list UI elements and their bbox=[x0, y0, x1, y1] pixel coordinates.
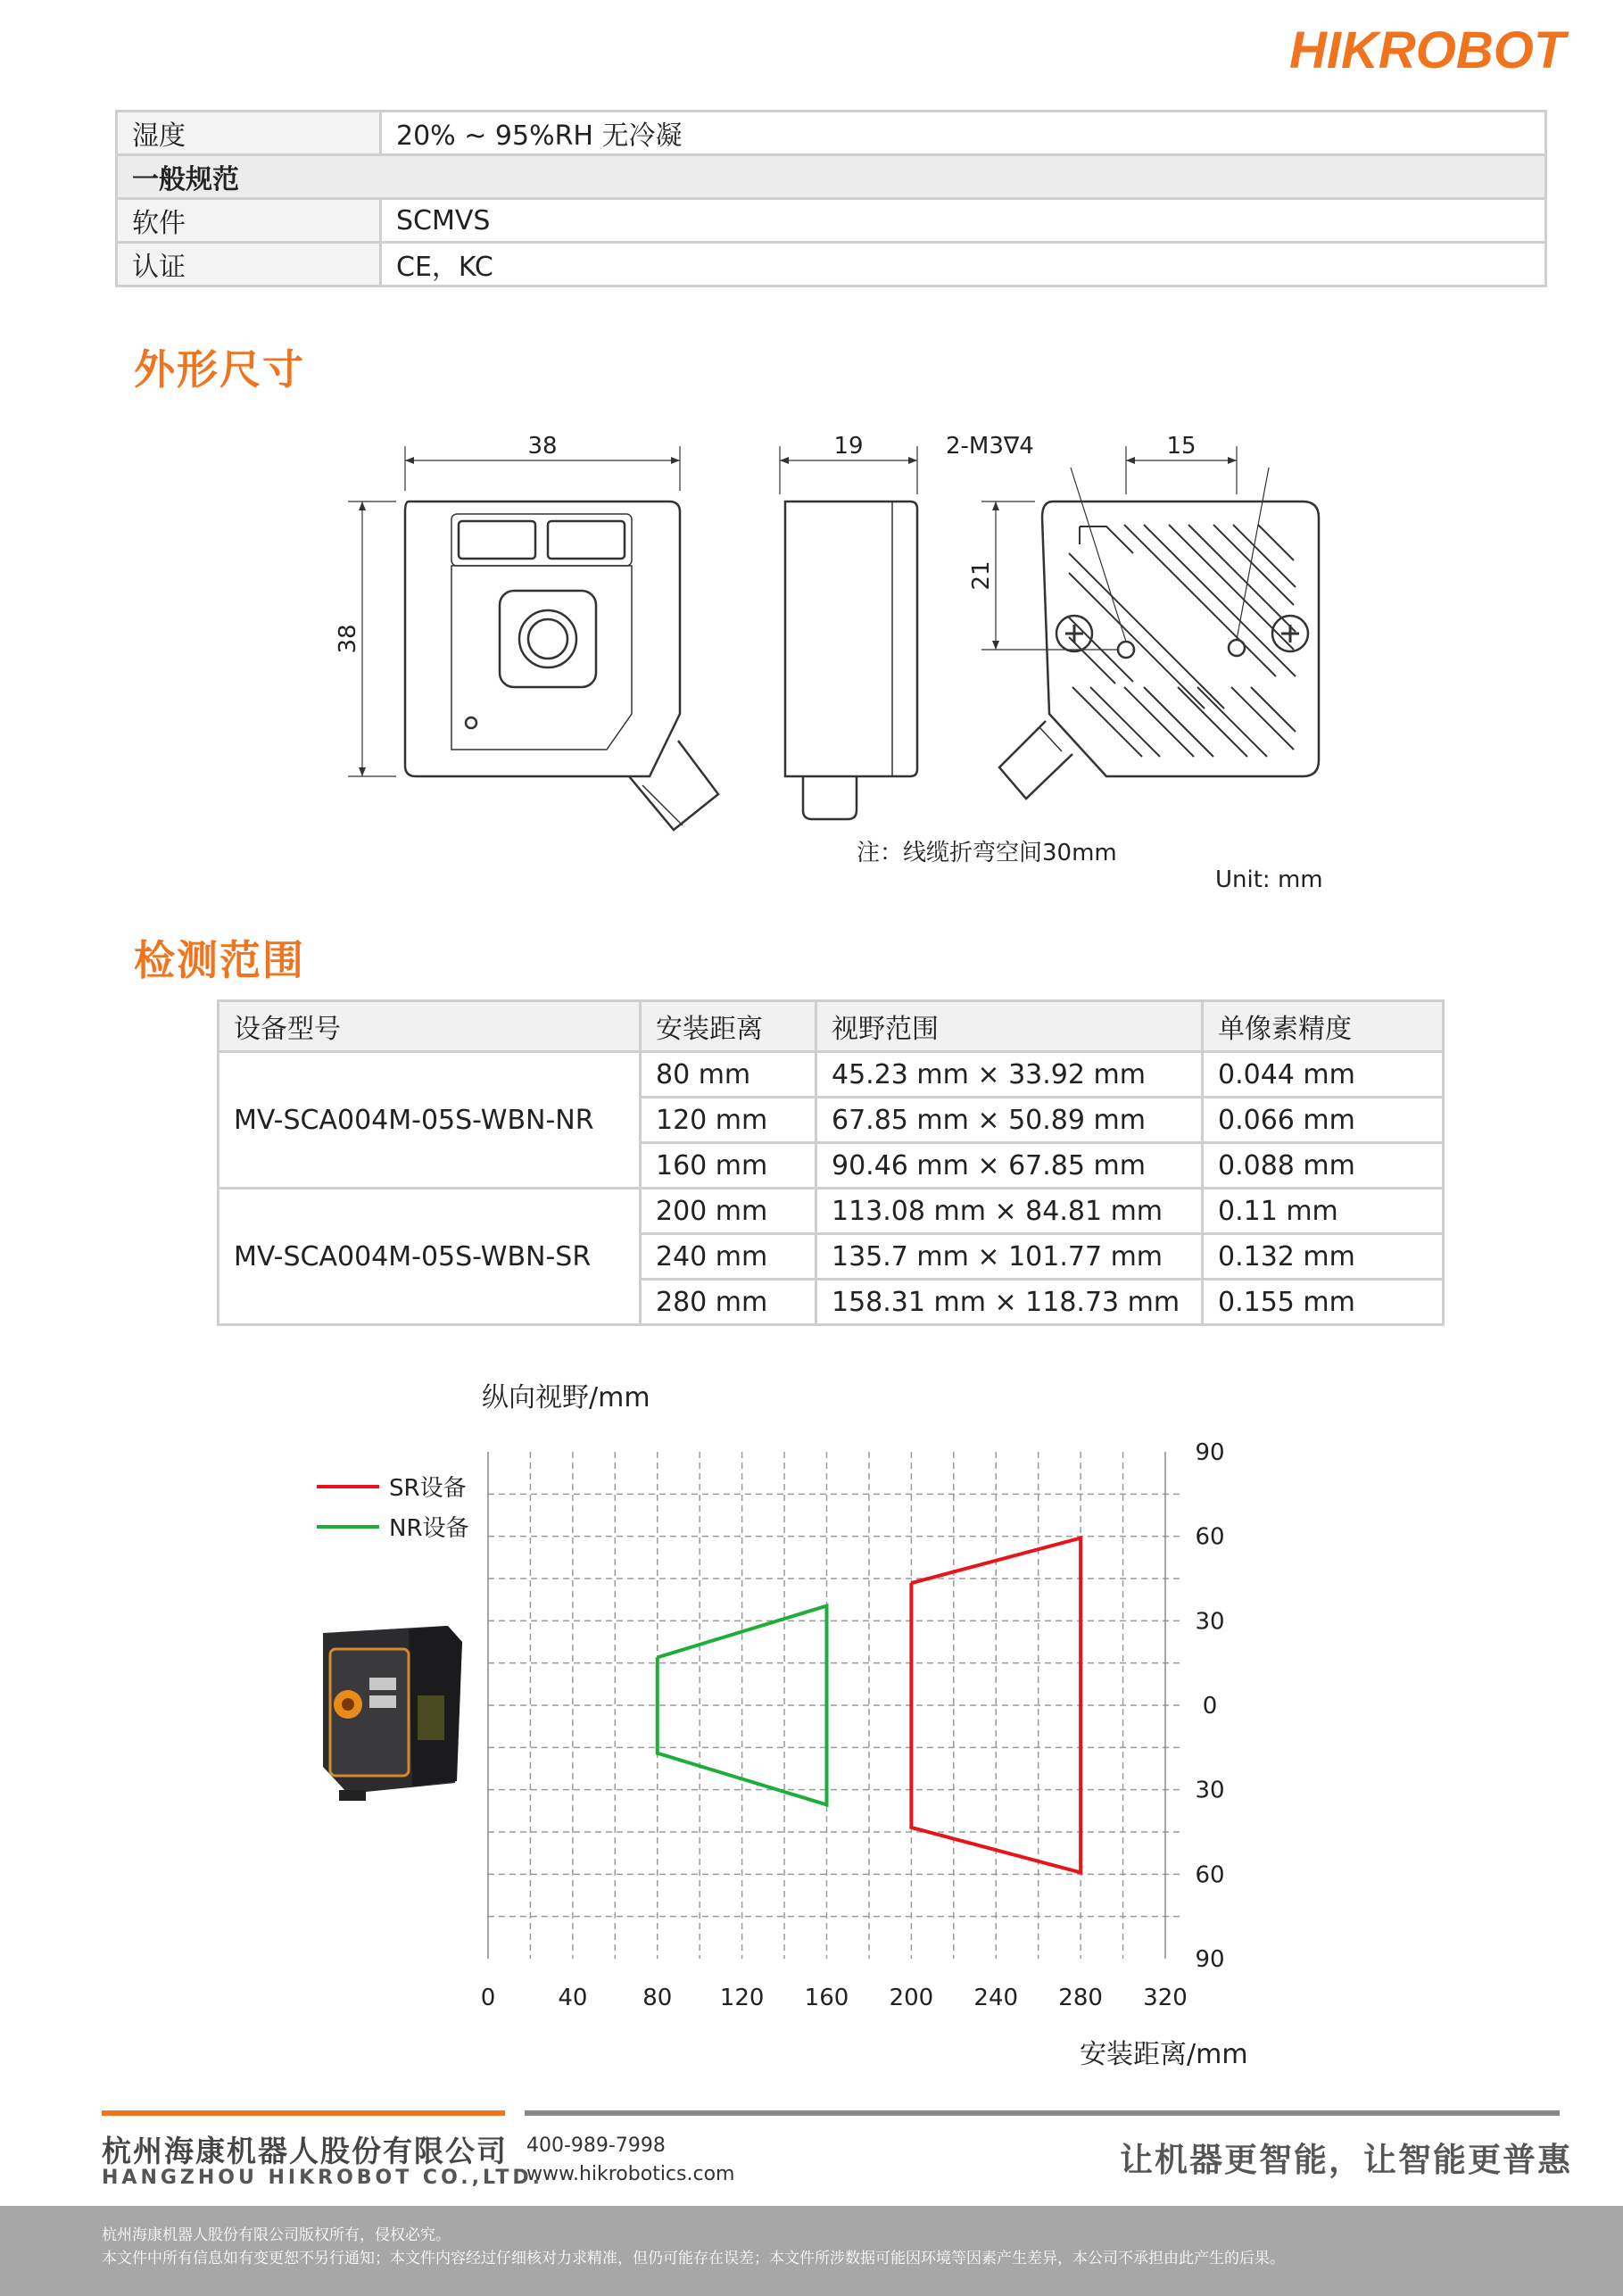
x-tick-label: 200 bbox=[889, 1985, 934, 2011]
header-distance: 安装距离 bbox=[641, 1001, 816, 1052]
spec-row-humidity bbox=[117, 112, 1546, 155]
x-tick-label: 240 bbox=[973, 1985, 1019, 2011]
chart-y-axis-label: 纵向视野/mm bbox=[482, 1382, 650, 1413]
chart-x-axis-label: 安装距离/mm bbox=[1080, 2039, 1248, 2070]
spec-label: 软件 bbox=[117, 199, 381, 243]
precision-cell: 0.11 mm bbox=[1203, 1189, 1444, 1234]
x-tick-label: 0 bbox=[480, 1985, 496, 2011]
y-tick-label: 90 bbox=[1195, 1946, 1225, 1973]
x-tick-label: 120 bbox=[719, 1985, 765, 2011]
footer-accent-line bbox=[102, 2110, 505, 2116]
spec-section-title: 一般规范 bbox=[117, 155, 1546, 199]
spec-value: CE，KC bbox=[381, 243, 1546, 286]
precision-cell: 0.066 mm bbox=[1203, 1098, 1444, 1143]
dimension-drawing bbox=[321, 419, 1392, 906]
distance-cell: 240 mm bbox=[641, 1234, 816, 1280]
y-tick-label: 60 bbox=[1195, 1861, 1225, 1889]
y-tick-label: 0 bbox=[1202, 1693, 1218, 1720]
precision-cell: 0.088 mm bbox=[1203, 1143, 1444, 1189]
dim-screw-label: 2-M3∇4 bbox=[946, 433, 1034, 460]
x-tick-label: 320 bbox=[1143, 1985, 1188, 2011]
dim-side-depth: 19 bbox=[833, 433, 864, 460]
fov-cell: 45.23 mm × 33.92 mm bbox=[816, 1052, 1203, 1098]
footer-copyright: 杭州海康机器人股份有限公司版权所有，侵权必究。 bbox=[102, 2226, 451, 2244]
dim-back-height: 21 bbox=[968, 560, 995, 591]
precision-cell: 0.044 mm bbox=[1203, 1052, 1444, 1098]
header-precision: 单像素精度 bbox=[1203, 1001, 1444, 1052]
y-tick-label: 30 bbox=[1195, 1777, 1225, 1804]
y-tick-label: 60 bbox=[1195, 1523, 1225, 1551]
hikrobot-logo bbox=[1285, 12, 1588, 84]
front-view bbox=[348, 446, 718, 830]
model-name: MV-SCA004M-05S-WBN-NR bbox=[219, 1052, 641, 1189]
spec-label: 认证 bbox=[117, 243, 381, 286]
footer-disclaimer: 本文件中所有信息如有变更恕不另行通知；本文件内容经过仔细核对力求精准，但仍可能存在误差；本文件所涉数据可能因环境等因素产生差异，本公司不承担由此产生的后果。 bbox=[102, 2250, 1285, 2267]
back-view bbox=[981, 446, 1319, 799]
footer-website[interactable]: www.hikrobotics.com bbox=[526, 2163, 735, 2185]
dim-note: 注：线缆折弯空间30mm bbox=[857, 840, 1117, 866]
dim-front-width: 38 bbox=[527, 433, 558, 460]
spec-label: 湿度 bbox=[117, 112, 381, 155]
model-name: MV-SCA004M-05S-WBN-SR bbox=[219, 1189, 641, 1325]
legend-label-sr: SR设备 bbox=[389, 1475, 467, 1502]
x-tick-label: 40 bbox=[558, 1985, 588, 2011]
footer-company-en: HANGZHOU HIKROBOT CO.,LTD. bbox=[102, 2167, 544, 2189]
y-tick-label: 90 bbox=[1195, 1439, 1225, 1466]
precision-cell: 0.155 mm bbox=[1203, 1280, 1444, 1325]
fov-cell: 113.08 mm × 84.81 mm bbox=[816, 1189, 1203, 1234]
spec-value: 20% ~ 95%RH 无冷凝 bbox=[381, 112, 1546, 155]
spec-table bbox=[115, 110, 1547, 287]
fov-cell: 158.31 mm × 118.73 mm bbox=[816, 1280, 1203, 1325]
precision-cell: 0.132 mm bbox=[1203, 1234, 1444, 1280]
y-tick-label: 30 bbox=[1195, 1608, 1225, 1636]
dim-back-width: 15 bbox=[1166, 433, 1197, 460]
table-header-row bbox=[219, 1001, 1444, 1052]
logo-text: HIKROBOT bbox=[1289, 21, 1566, 79]
distance-cell: 200 mm bbox=[641, 1189, 816, 1234]
table-row bbox=[219, 1052, 1444, 1098]
x-tick-label: 80 bbox=[642, 1985, 673, 2011]
distance-cell: 120 mm bbox=[641, 1098, 816, 1143]
footer-phone: 400-989-7998 bbox=[526, 2134, 666, 2157]
chart-legend bbox=[317, 1475, 469, 1542]
section-title-detection: 检测范围 bbox=[134, 936, 305, 984]
fov-cell: 67.85 mm × 50.89 mm bbox=[816, 1098, 1203, 1143]
header-model: 设备型号 bbox=[219, 1001, 641, 1052]
footer-company-cn: 杭州海康机器人股份有限公司 bbox=[102, 2134, 508, 2168]
footer-divider-line bbox=[525, 2110, 1560, 2116]
header-fov: 视野范围 bbox=[816, 1001, 1203, 1052]
section-title-dimensions: 外形尺寸 bbox=[134, 345, 305, 394]
dim-unit: Unit: mm bbox=[1215, 866, 1323, 893]
chart-x-ticks bbox=[481, 1985, 1188, 2011]
side-view bbox=[780, 446, 917, 819]
dim-front-height: 38 bbox=[335, 624, 361, 654]
fov-cell: 135.7 mm × 101.77 mm bbox=[816, 1234, 1203, 1280]
footer-slogan: 让机器更智能，让智能更普惠 bbox=[1120, 2141, 1572, 2179]
spec-section-general bbox=[117, 155, 1546, 199]
spec-row-software bbox=[117, 199, 1546, 243]
detection-table bbox=[217, 999, 1445, 1326]
footer-bar bbox=[0, 2206, 1623, 2296]
spec-value: SCMVS bbox=[381, 199, 1546, 243]
distance-cell: 80 mm bbox=[641, 1052, 816, 1098]
chart-y-ticks bbox=[1195, 1439, 1224, 1973]
distance-cell: 160 mm bbox=[641, 1143, 816, 1189]
legend-label-nr: NR设备 bbox=[389, 1515, 469, 1542]
x-tick-label: 280 bbox=[1058, 1985, 1103, 2011]
distance-cell: 280 mm bbox=[641, 1280, 816, 1325]
x-tick-label: 160 bbox=[804, 1985, 849, 2011]
spec-row-certification bbox=[117, 243, 1546, 286]
fov-cell: 90.46 mm × 67.85 mm bbox=[816, 1143, 1203, 1189]
fov-chart bbox=[0, 1365, 1623, 2079]
table-row bbox=[219, 1189, 1444, 1234]
